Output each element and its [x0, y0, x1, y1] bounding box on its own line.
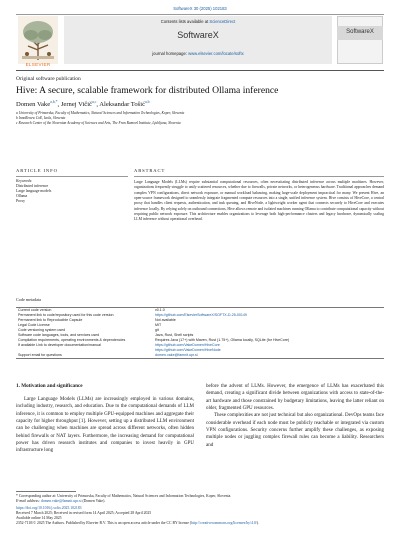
homepage-link[interactable]: www.elsevier.com/locate/softx — [188, 51, 244, 56]
metadata-label: Legal Code License — [18, 322, 50, 327]
affiliation: c Research Centre of the Slovenian Academy of Sciences and Arts, The Fran Ramovš Institute, Ljubljana, Slovenia — [16, 121, 181, 125]
paragraph: before the advent of LLMs. However, the emergence of LLMs has exacerbated this demand, creating a significant divide between organizations with access to state-of-the-art hardware and those constrained by budgetary limitations, leaving the latter reliant on older, fragmented GPU resources. — [206, 384, 384, 412]
repository-link[interactable]: https://github.com/ElsevierSoftwareX/SOFTX-D-25-00149 — [155, 312, 247, 317]
article-info-rule — [16, 176, 128, 177]
metadata-label: Code versioning system used — [18, 327, 66, 332]
paragraph: These complexities are not just technical but also organizational. DevOps teams face considerable overhead if each node must be publicly reachable or integrated via custom VPN configurations. Security concerns further amplify these challenges, as exposing multiple nodes or juggling complex firewall rules can become a liability. Researchers and — [206, 413, 384, 448]
article-dates: Received 7 March 2025; Received in revised form 14 April 2025; Accepted 28 April 2025 — [16, 510, 152, 515]
abstract-text: Large Language Models (LLMs) require substantial computational resources, often necessitating distributed inference across multiple machines. However, organizations frequently struggle to unify scattered resources, whether due to firewalls, private networks, or heterogeneous hardware. Traditional approaches demand complex VPN configurations, direct network exposure, or manual workload balancing, making large-scale deployment impractical for many. We present Hive, an open-source framework designed to seamlessly integrate fragmented compute resources into a single, unified inference system. Hive consists of HiveCore, a central proxy that handles client requests, authentication, and task queuing, and HiveNode, a lightweight worker agent that connects securely to HiveCore and executes inference locally. By relying solely on outbound connections, Hive allows remote and isolated machines running Ollama to contribute computational capacity without requiring public network exposure. This architecture enables organizations to leverage both high-performance clusters and legacy hardware, dynamically scaling LLM inference without operational overhead. — [134, 180, 384, 222]
metadata-label: Permanent link to code/repository used for this code version — [18, 312, 114, 317]
keyword: Large language models — [16, 189, 52, 193]
license-link[interactable]: http://creativecommons.org/licenses/by/4.0/ — [191, 520, 257, 525]
license-line — [16, 521, 384, 526]
footnote-rule — [16, 491, 76, 492]
metadata-label: If available Link to developer documentation/manual — [18, 343, 101, 348]
keyword: Distributed inference — [16, 184, 49, 188]
article-info-heading: ARTICLE INFO — [16, 168, 58, 173]
code-metadata-heading: Code metadata — [16, 297, 41, 302]
license-suffix: ). — [256, 520, 259, 525]
author-name[interactable]: Domen Vake — [16, 101, 51, 109]
masthead-rule — [16, 70, 384, 71]
metadata-label: Current code version — [16, 308, 153, 313]
email-suffix: (Domen Vake). — [81, 499, 106, 503]
contents-availability — [64, 19, 332, 24]
journal-cover-thumbnail — [337, 16, 383, 64]
affiliation: a University of Primorska, Faculty of Mathematics, Natural Sciences and Information Technologies, Koper, Slovenia — [16, 111, 185, 115]
keyword: Ollama — [16, 194, 28, 198]
article-title: Hive: A secure, scalable framework for distributed Ollama inference — [16, 85, 279, 96]
license-text: 2352-7110/© 2025 The Authors. Published by Elsevier B.V. This is an open access article under the CC BY license ( — [16, 520, 192, 525]
cover-title: SoftwareX — [346, 29, 374, 35]
publisher-logo-text: ELSEVIER — [25, 62, 51, 67]
elsevier-tree-logo — [18, 16, 58, 64]
support-email-link[interactable]: domen.vake@famnit.upr.si — [153, 353, 384, 358]
corresponding-author-mark[interactable]: ,* — [54, 100, 58, 104]
metadata-label: Permanent link to Reproducible Capsule — [18, 317, 83, 322]
author-affiliation-mark[interactable]: a,b — [50, 100, 55, 104]
metadata-value: v0.1.0 — [153, 308, 384, 313]
homepage-prefix: journal homepage: — [152, 51, 189, 56]
abstract-rule — [134, 176, 384, 177]
author-name[interactable]: Jernej Vičič — [60, 101, 92, 109]
email-label: E-mail address: — [16, 499, 41, 503]
metadata-value: Requires Java (17+) with Maven, Rust (1.75+), Ollama locally, SQLite (for HiveCore) — [155, 338, 290, 343]
journal-homepage — [64, 51, 332, 56]
corresponding-author-text: Corresponding author at: University of Primorska, Faculty of Mathematics, Natural Sciences and Information Technologies, Koper, Slovenia. — [18, 494, 232, 498]
sciencedirect-link[interactable]: ScienceDirect — [209, 19, 236, 24]
metadata-value: git — [155, 327, 159, 332]
doi-link[interactable]: https://doi.org/10.1016/j.softx.2025.102183 — [16, 506, 82, 510]
article-type: Original software publication — [16, 76, 81, 82]
affiliation: b InnoRenew CoE, Izola, Slovenia — [16, 116, 66, 120]
email-link[interactable]: domen.vake@famnit.upr.si — [40, 499, 82, 503]
right-column — [206, 383, 384, 449]
email-line — [16, 499, 384, 504]
author-affiliation-mark[interactable]: a,c — [91, 100, 97, 104]
paragraph: Large Language Models (LLMs) are increasingly employed in various domains, including industry, research, and education. Due to the computational demands of LLM inference, it is common to employ multiple GPU-equipped machines and aggregate their capacity for higher throughput [1]. However, setting up a distributed LLM environment can be challenging when machines are spread across different networks, often hidden behind firewalls or NAT layers. Furthermore, the increasing demand for computational power has driven research institutes and companies to invest heavily in GPU infrastructure long — [16, 397, 194, 454]
keywords-label: Keywords: — [16, 179, 33, 183]
contents-prefix: Contents lists available at — [160, 19, 210, 24]
code-metadata-table — [16, 307, 384, 359]
author-list: Domen Vake$^{a,b,*}$, Jernej Vičič$^{a,c}$, Aleksandar Tošić$^{a,b}$ — [16, 100, 150, 109]
metadata-label: Software code languages, tools, and services used — [18, 333, 100, 338]
online-date: Available online 14 May 2025 — [16, 515, 62, 520]
documentation-link[interactable]: https://github.com/VakeDomen/HiveNode — [155, 348, 221, 353]
metadata-label: Support email for questions — [16, 353, 153, 358]
section-heading: 1. Motivation and significance — [16, 383, 83, 389]
metadata-label: Compilation requirements, operating environments & dependencies — [18, 338, 126, 343]
journal-reference[interactable]: SoftwareX 30 (2025) 102183 — [173, 6, 227, 11]
metadata-value: MIT — [155, 322, 162, 327]
author-name[interactable]: Aleksandar Tošić — [99, 101, 145, 109]
metadata-value: Not available — [155, 317, 176, 322]
keyword: Proxy — [16, 199, 26, 203]
metadata-value: Java, Rust, Shell scripts — [155, 333, 194, 338]
footnote-mark: * — [16, 494, 18, 498]
documentation-link[interactable]: https://github.com/VakeDomen/HiveCore — [155, 343, 220, 348]
abstract-heading: ABSTRACT — [134, 168, 166, 173]
journal-name: SoftwareX — [177, 30, 219, 40]
footer-block — [16, 506, 384, 526]
left-column — [16, 396, 194, 455]
author-affiliation-mark[interactable]: a,b — [145, 100, 150, 104]
table-row — [16, 353, 384, 358]
